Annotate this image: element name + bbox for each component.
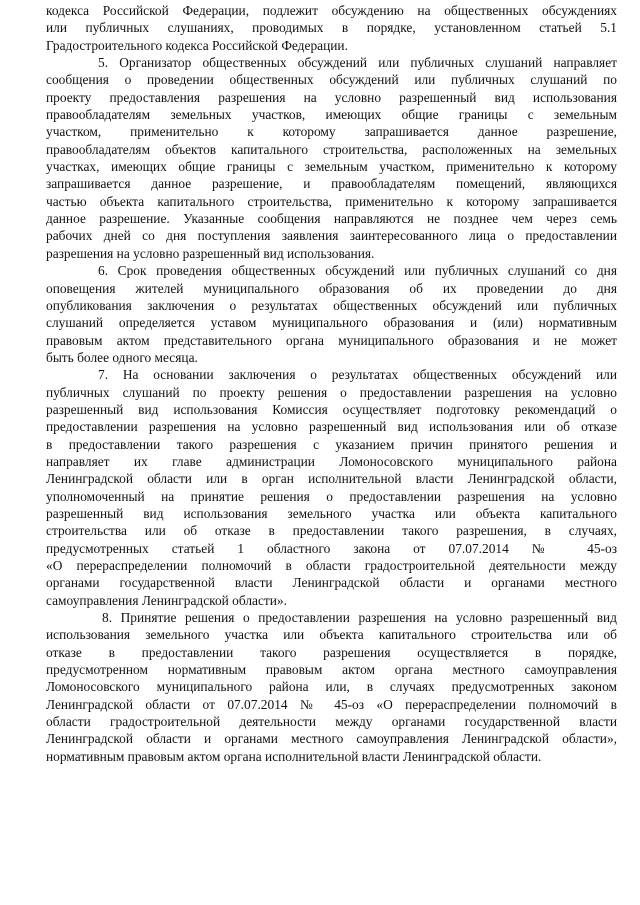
- text-line: Градостроительного кодекса Российской Федерации.: [46, 37, 348, 53]
- paragraph-6: [46, 262, 617, 366]
- text-line: области градостроительной деятельности между органами государственной власти: [46, 714, 617, 730]
- text-line: Ломоносовского муниципального района или, в случаях предусмотренных законом: [46, 679, 617, 695]
- paragraph-8: [46, 609, 617, 765]
- text-line: рабочих дней со дня поступления заявления заинтересованного лица о предоставлении: [46, 228, 617, 244]
- text-line: 6. Срок проведения общественных обсуждений или публичных слушаний со дня: [98, 263, 617, 279]
- text-line: сообщения о проведении общественных обсуждений или публичных слушаний по: [46, 72, 617, 88]
- text-line: предусмотренном нормативным правовым актом органа местного самоуправления: [46, 662, 617, 678]
- text-line: разрешенный вид использования Комиссия осуществляет подготовку рекомендаций о: [46, 401, 617, 417]
- text-line: Ленинградской области и органами местного самоуправления Ленинградской области»,: [46, 731, 617, 747]
- text-line: в предоставлении такого разрешения с указанием причин принятого решения и: [46, 436, 617, 452]
- text-line: самоуправления Ленинградской области».: [46, 592, 287, 608]
- text-line: предусмотренных статьей 1 областного закона от 07.07.2014 № 45-оз: [46, 540, 617, 556]
- text-line: или публичных слушаниях, проводимых в порядке, установленном статьей 5.1: [46, 20, 617, 36]
- text-line: оповещения жителей муниципального образования об их проведении до дня: [46, 280, 617, 296]
- text-line: проекту предоставления разрешения на условно разрешенный вид использования: [46, 89, 617, 105]
- text-line: органами государственной власти Ленинградской области и органами местного: [46, 575, 617, 591]
- text-line: частью объекта капитального строительства, применительно к которому запрашивается: [46, 193, 617, 209]
- text-line: данное разрешение. Указанные сообщения направляются не позднее чем через семь: [46, 211, 617, 227]
- paragraph-4-continuation: [46, 2, 617, 54]
- text-line: нормативным правовым актом органа исполнительной власти Ленинградской области.: [46, 748, 542, 764]
- text-line: слушаний определяется уставом муниципального образования и (или) нормативным: [46, 315, 617, 331]
- text-line: 7. На основании заключения о результатах общественных обсуждений или: [98, 367, 617, 383]
- text-line: разрешенный вид использования земельного участка или объекта капитального: [46, 505, 617, 521]
- text-line: запрашивается данное разрешение, и правообладателям помещений, являющихся: [46, 176, 617, 192]
- document-page: [46, 2, 617, 765]
- text-line: кодекса Российской Федерации, подлежит обсуждению на общественных обсуждениях: [46, 3, 617, 18]
- text-line: направляет их главе администрации Ломоносовского муниципального района: [46, 453, 617, 469]
- text-line: разрешения на условно разрешенный вид использования.: [46, 245, 375, 261]
- text-line: участках, имеющих общие границы с земельным участком, применительно к которому: [46, 159, 617, 175]
- text-line: отказе в предоставлении такого разрешения осуществляется в порядке,: [46, 644, 617, 660]
- text-line: 5. Организатор общественных обсуждений или публичных слушаний направляет: [98, 55, 617, 71]
- text-line: предоставлении разрешения на условно разрешенный вид использования или об отказе: [46, 419, 617, 435]
- paragraph-5: [46, 54, 617, 262]
- text-line: быть более одного месяца.: [46, 349, 198, 365]
- text-line: 8. Принятие решения о предоставлении разрешения на условно разрешенный вид: [102, 610, 617, 626]
- text-line: правообладателям земельных участков, имеющих общие границы с земельным: [46, 107, 617, 123]
- text-line: опубликования заключения о результатах общественных обсуждений или публичных: [46, 297, 617, 313]
- text-line: использования земельного участка или объекта капитального строительства или об: [46, 627, 617, 643]
- text-line: «О перераспределении полномочий в области градостроительной деятельности между: [46, 558, 617, 573]
- text-line: правообладателям объектов капитального строительства, расположенных на земельных: [46, 141, 617, 157]
- paragraph-7: [46, 366, 617, 609]
- text-line: публичных слушаний по проекту решения о предоставлении разрешения на условно: [46, 384, 617, 400]
- text-line: правовым актом представительного органа муниципального образования и не может: [46, 332, 617, 348]
- text-line: строительства или об отказе в предоставлении такого разрешения, в случаях,: [46, 523, 617, 539]
- text-line: Ленинградской области или в орган исполнительной власти Ленинградской области,: [46, 471, 617, 487]
- text-line: Ленинградской области от 07.07.2014 № 45-оз «О перераспределении полномочий в: [46, 696, 617, 712]
- text-line: уполномоченный на принятие решения о предоставлении разрешения на условно: [46, 488, 617, 504]
- text-line: участком, применительно к которому запрашивается данное разрешение,: [46, 124, 617, 140]
